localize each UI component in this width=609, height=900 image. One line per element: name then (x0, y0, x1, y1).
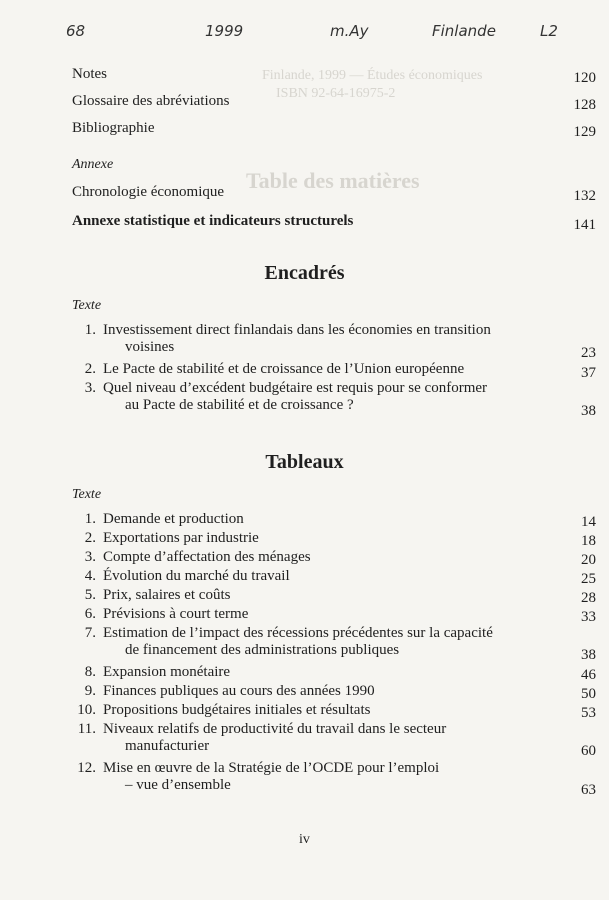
list-item-page: 53 (581, 705, 596, 721)
list-item-page: 38 (581, 403, 596, 419)
list-item-page: 18 (581, 533, 596, 549)
list-item: 7. Estimation de l’impact des récessions précédentes sur la capacité de financement des administrations publiques 38 (84, 625, 596, 663)
toc-entry-label: Bibliographie (72, 120, 155, 136)
section-heading-tableaux: Tableaux (265, 451, 344, 473)
toc-entry-page: 132 (573, 188, 596, 204)
section-heading-encadres: Encadrés (264, 262, 345, 284)
handwritten-note: L2 (540, 22, 558, 40)
list-item-page: 23 (581, 345, 596, 361)
list-item-page: 63 (581, 782, 596, 798)
document-page: Finlande, 1999 — Études économiques ISBN 92-64-16975-2 Table des matières 68 1999 m.Ay Finlande L2 Notes 120 Glossaire des abréviations 128 Bibliographie 129 Annexe Chronologie économique 132 Annexe statistique et indicateurs structurels 141 Encadrés Texte 1. Investissement direct finlandais dans les économies en transition voisines 23 2. Le Pacte de stabilité et de croissance de l’Union européenne 37 3. Quel niveau d’excédent budgétaire est requis pour se conformer au Pacte de stabilité et de croissance ? 38 Tableaux Texte 1. Demande et production 14 2. Exportations par industrie 18 3. Compte d’affectation des ménages 20 4. Évolution du marché du travail 25 5. Prix, salaires et coûts 28 6. Prévisions à court terme 33 7. Estimation de l’impact des récessions précédentes sur la capacité de financement des administrations publiques 38 8. Expansion monétaire 46 9. Finances publiques au cours des années 1990 50 10. Propositions budgétaires initiales et résultats 53 11. Niveaux relatifs de productivité du travail dans le secteur manufacturier 60 12. Mise en œuvre de la Stratégie de l’OCDE pour l’emploi – vue d’ensemble 63 iv (0, 0, 609, 900)
list-item-page: 46 (581, 667, 596, 683)
bleed-through-heading: Table des matières (246, 168, 420, 193)
list-item-page: 50 (581, 686, 596, 702)
list-item: 1. Investissement direct finlandais dans les économies en transition voisines 23 (84, 322, 596, 361)
list-item: 6. Prévisions à court terme 33 (84, 606, 596, 625)
bleed-through-line: ISBN 92-64-16975-2 (276, 86, 396, 101)
list-item: 8. Expansion monétaire 46 (84, 664, 596, 683)
toc-entry-label: Notes (72, 66, 107, 82)
handwritten-note: Finlande (432, 22, 496, 40)
toc-entry-label: Glossaire des abréviations (72, 93, 230, 109)
toc-entry-page: 120 (573, 70, 596, 86)
handwritten-note: 1999 (205, 22, 244, 40)
list-item: 1. Demande et production 14 (84, 511, 596, 530)
toc-entry-page: 141 (573, 217, 596, 233)
page-number: iv (299, 832, 310, 847)
list-item-page: 28 (581, 590, 596, 606)
list-item: 3. Compte d’affectation des ménages 20 (84, 549, 596, 568)
list-item: 11. Niveaux relatifs de productivité du travail dans le secteur manufacturier 60 (77, 721, 596, 759)
list-item-page: 37 (581, 365, 596, 381)
list-item: 3. Quel niveau d’excédent budgétaire est requis pour se conformer au Pacte de stabilité et de croissance ? 38 (84, 380, 596, 419)
list-item-page: 38 (581, 647, 596, 663)
handwritten-note: m.Ay (330, 22, 369, 40)
bleed-through-line: Finlande, 1999 — Études économiques (262, 68, 483, 83)
toc-entry-label: Annexe statistique et indicateurs structurels (72, 213, 354, 229)
list-item-page: 14 (581, 514, 596, 530)
list-item: 4. Évolution du marché du travail 25 (84, 568, 596, 587)
toc-entry-page: 129 (573, 124, 596, 140)
list-item: 9. Finances publiques au cours des années 1990 50 (84, 683, 596, 702)
list-item-page: 20 (581, 552, 596, 568)
handwritten-note: 68 (66, 22, 86, 40)
list-item: 5. Prix, salaires et coûts 28 (84, 587, 596, 606)
list-item-page: 60 (581, 743, 596, 759)
list-item-page: 25 (581, 571, 596, 587)
toc-entry-label: Chronologie économique (72, 184, 225, 200)
list-item-page: 33 (581, 609, 596, 625)
list-item: 10. Propositions budgétaires initiales et résultats 53 (77, 702, 596, 721)
list-item: 12. Mise en œuvre de la Stratégie de l’OCDE pour l’emploi – vue d’ensemble 63 (77, 760, 596, 798)
list-item: 2. Exportations par industrie 18 (84, 530, 596, 549)
toc-entry-page: 128 (573, 97, 596, 113)
